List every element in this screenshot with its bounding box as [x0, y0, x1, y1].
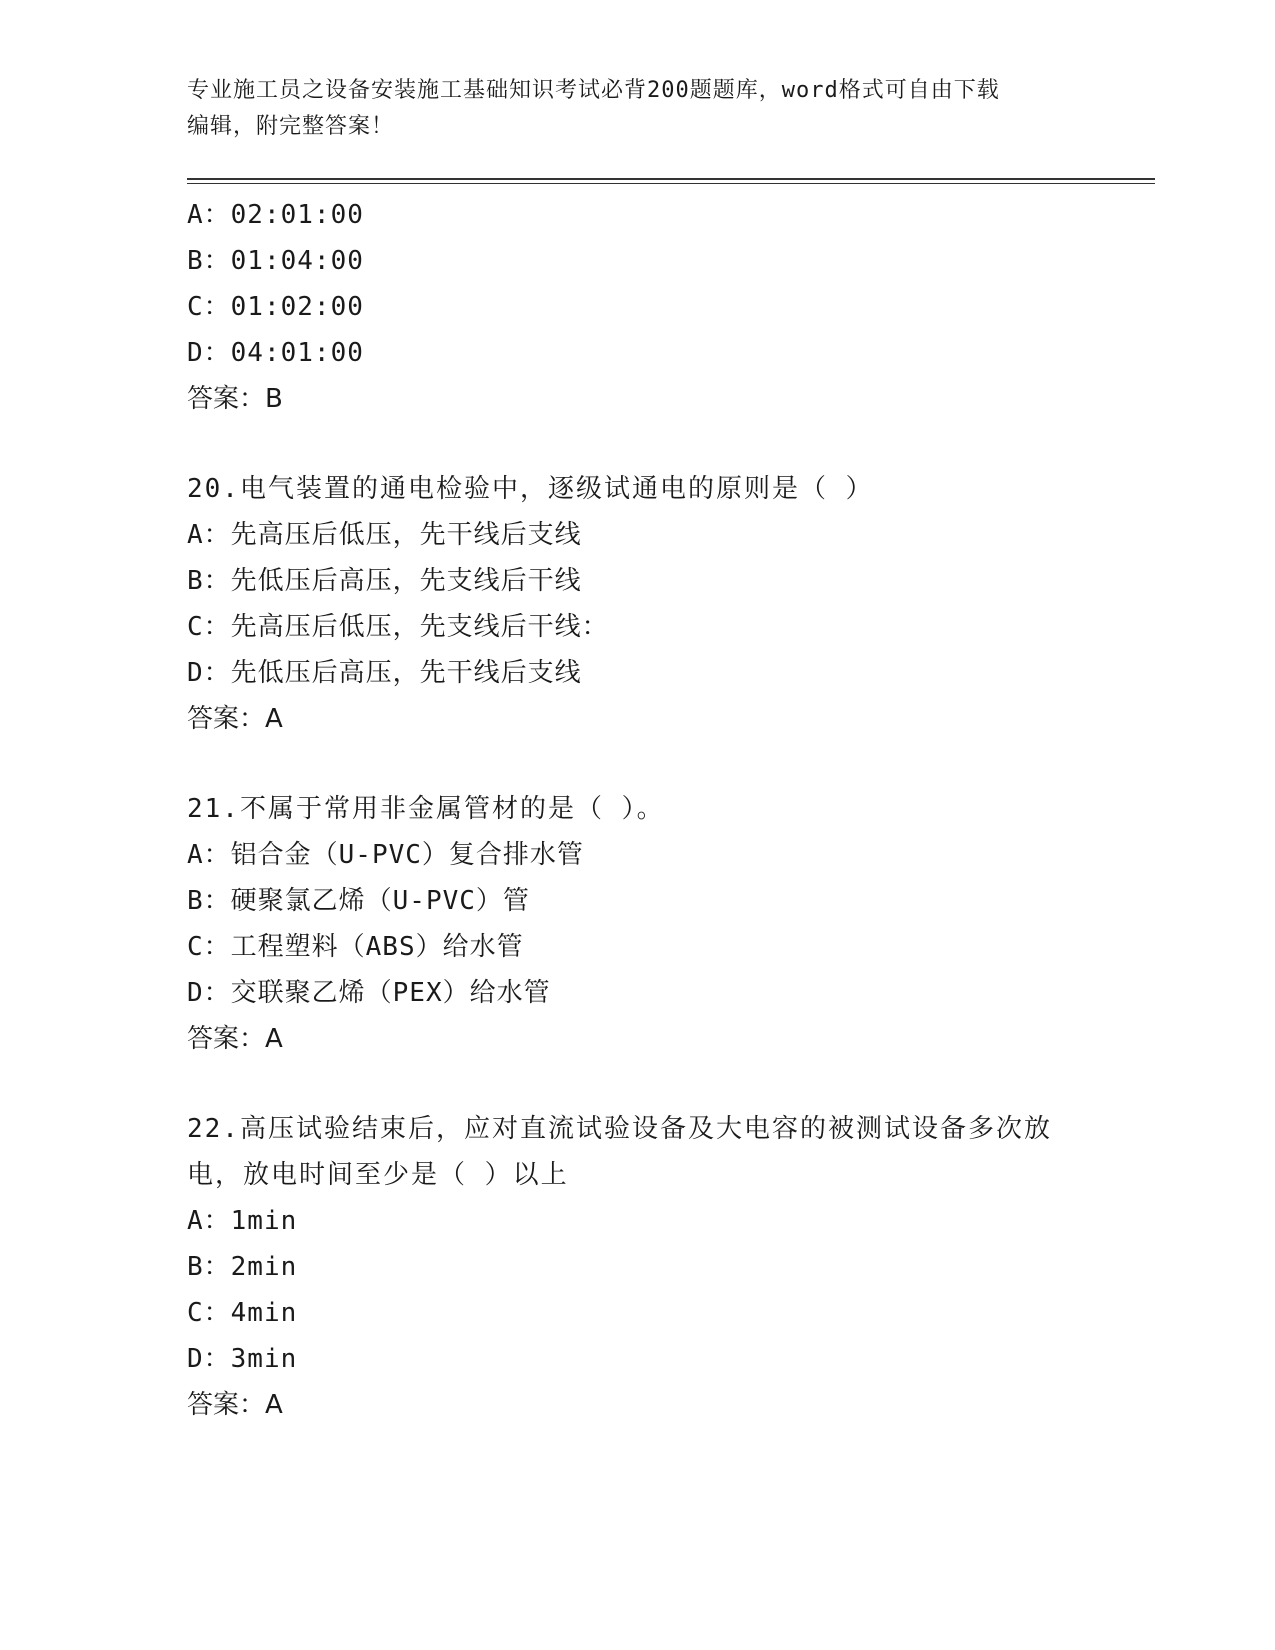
- option-d: D：04:01:00: [187, 338, 364, 368]
- question-stem: 20.电气装置的通电检验中，逐级试通电的原则是（ ）: [187, 474, 874, 504]
- option-a: A：先高压后低压，先干线后支线: [187, 520, 582, 550]
- question-19-continued: [187, 192, 1147, 422]
- option-d: D：交联聚乙烯（PEX）给水管: [187, 978, 551, 1008]
- option-b: B：先低压后高压，先支线后干线: [187, 566, 582, 596]
- answer-label: 答案：: [187, 704, 266, 734]
- question-stem: 21.不属于常用非金属管材的是（ ）。: [187, 794, 665, 824]
- option-c: C：4min: [187, 1298, 298, 1328]
- answer-label: 答案：: [187, 1024, 266, 1054]
- answer-label: 答案：: [187, 384, 266, 414]
- question-list: [187, 192, 1147, 1428]
- spacer: [187, 742, 1147, 786]
- answer-value: B: [265, 384, 283, 414]
- option-a: A：02:01:00: [187, 200, 364, 230]
- question-20: [187, 466, 1147, 742]
- answer-value: A: [265, 1024, 283, 1054]
- option-b: B：2min: [187, 1252, 298, 1282]
- spacer: [187, 1062, 1147, 1106]
- document-header: [187, 73, 1087, 145]
- answer-line: [187, 376, 1147, 422]
- answer-value: A: [265, 704, 283, 734]
- spacer: [187, 422, 1147, 466]
- question-21: [187, 786, 1147, 1062]
- option-d: D：先低压后高压，先干线后支线: [187, 658, 582, 688]
- option-c: C：01:02:00: [187, 292, 364, 322]
- option-a: A：铝合金（U-PVC）复合排水管: [187, 840, 584, 870]
- option-b: B：硬聚氯乙烯（U-PVC）管: [187, 886, 530, 916]
- answer-value: A: [265, 1390, 283, 1420]
- header-rule-thick: [187, 178, 1155, 180]
- option-b: B：01:04:00: [187, 246, 364, 276]
- header-rule-thin: [187, 183, 1155, 184]
- option-c: C：工程塑料（ABS）给水管: [187, 932, 524, 962]
- answer-line: [187, 1382, 1147, 1428]
- option-c: C：先高压后低压，先支线后干线：: [187, 612, 609, 642]
- header-title-line1: 专业施工员之设备安装施工基础知识考试必背200题题库，word格式可自由下载: [187, 78, 1000, 103]
- answer-label: 答案：: [187, 1390, 266, 1420]
- option-a: A：1min: [187, 1206, 298, 1236]
- question-stem-line1: 22.高压试验结束后，应对直流试验设备及大电容的被测试设备多次放: [187, 1114, 1052, 1144]
- question-22: [187, 1106, 1147, 1428]
- header-title-line2: 编辑，附完整答案！: [187, 114, 395, 139]
- option-d: D：3min: [187, 1344, 298, 1374]
- question-stem-line2: 电，放电时间至少是（ ）以上: [187, 1160, 569, 1190]
- answer-line: [187, 696, 1147, 742]
- answer-line: [187, 1016, 1147, 1062]
